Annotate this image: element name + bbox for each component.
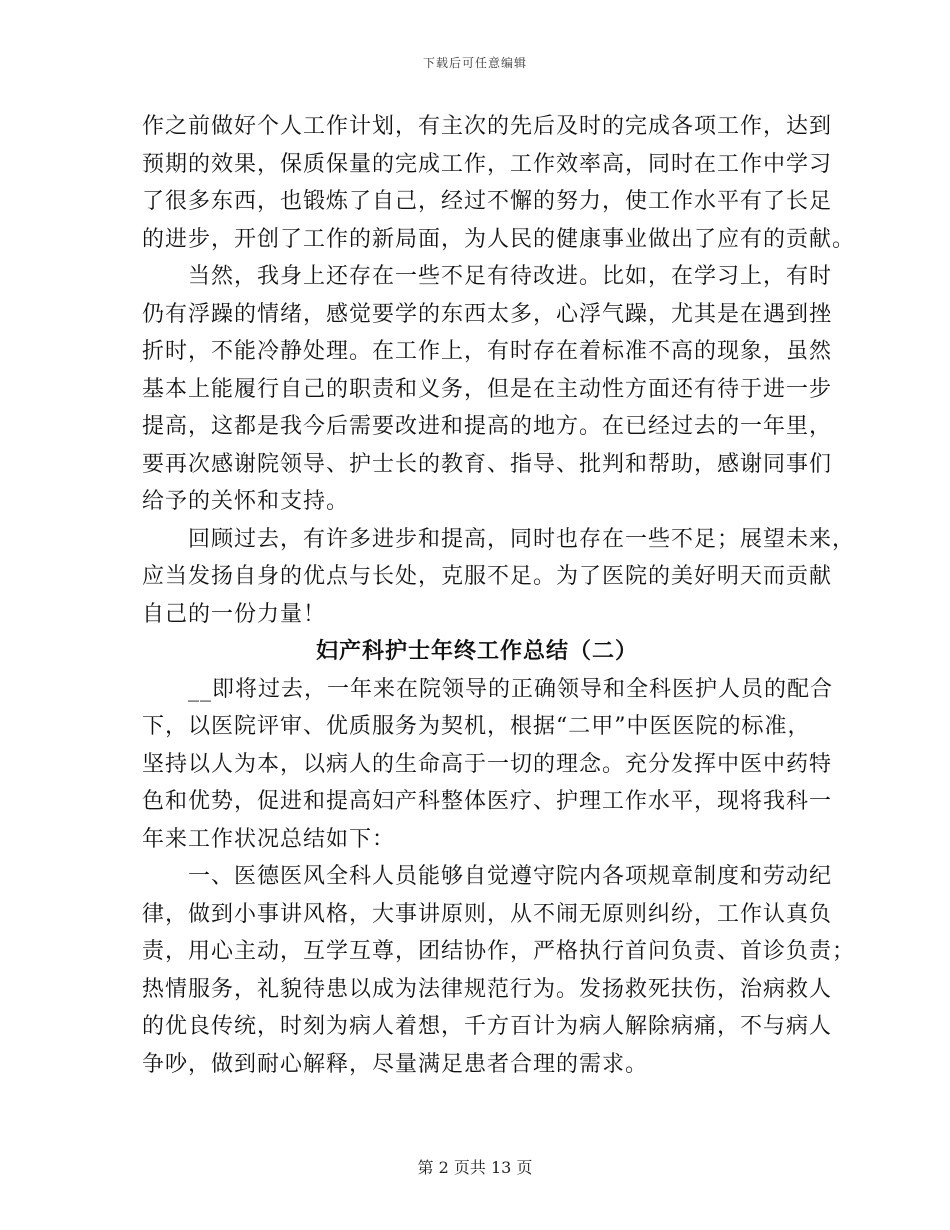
body-line: 折时，不能冷静处理。在工作上，有时存在着标准不高的现象，虽然: [142, 339, 833, 364]
body-line: 基本上能履行自己的职责和义务，但是在主动性方面还有待于进一步: [142, 376, 833, 402]
page-footer: 第 2 页共 13 页: [417, 1158, 533, 1177]
body-line: 色和优势，促进和提高妇产科整体医疗、护理工作水平，现将我科一: [142, 789, 833, 814]
body-line: 自己的一份力量！: [142, 601, 327, 627]
document-body: [142, 108, 856, 1083]
body-line: 了很多东西，也锻炼了自己，经过不懈的努力，使工作水平有了长足: [142, 189, 833, 214]
paragraph-start-line: 回顾过去，有许多进步和提高，同时也存在一些不足；展望未来，: [188, 526, 856, 552]
body-line: 的优良传统，时刻为病人着想，千方百计为病人解除病痛，不与病人: [142, 1014, 833, 1039]
body-line: 给予的关怀和支持。: [142, 489, 350, 514]
body-line: 下，以医院评审、优质服务为契机，根据“二甲”中医医院的标准，: [142, 714, 811, 739]
section-title: 妇产科护士年终工作总结（二）: [315, 638, 638, 664]
body-line: 争吵，做到耐心解释，尽量满足患者合理的需求。: [142, 1051, 649, 1077]
paragraph-start-line: 当然，我身上还存在一些不足有待改进。比如，在学习上，有时: [188, 264, 833, 289]
body-line: 坚持以人为本，以病人的生命高于一切的理念。充分发挥中医中药特: [142, 751, 833, 777]
body-line: 年来工作状况总结如下：: [142, 826, 396, 852]
paragraph-start-line: 一、医德医风全科人员能够自觉遵守院内各项规章制度和劳动纪: [188, 864, 833, 889]
body-line: 作之前做好个人工作计划，有主次的先后及时的完成各项工作，达到: [142, 114, 833, 139]
body-line: 责，用心主动，互学互尊，团结协作，严格执行首问负责、首诊负责；: [142, 939, 856, 964]
body-line: 仍有浮躁的情绪，感觉要学的东西太多，心浮气躁，尤其是在遇到挫: [142, 301, 833, 327]
body-line: 应当发扬自身的优点与长处，克服不足。为了医院的美好明天而贡献: [142, 564, 833, 589]
body-line: 提高，这都是我今后需要改进和提高的地方。在已经过去的一年里，: [142, 414, 833, 439]
body-line: 的进步，开创了工作的新局面，为人民的健康事业做出了应有的贡献。: [142, 226, 856, 252]
page-header: 下载后可任意编辑: [422, 56, 527, 70]
body-line: 律，做到小事讲风格，大事讲原则，从不闹无原则纠纷，工作认真负: [142, 901, 833, 927]
body-line: 预期的效果，保质保量的完成工作，工作效率高，同时在工作中学习: [142, 151, 833, 177]
paragraph-start-line: __即将过去，一年来在院领导的正确领导和全科医护人员的配合: [188, 676, 834, 702]
body-line: 热情服务，礼貌待患以成为法律规范行为。发扬救死扶伤，治病救人: [142, 976, 833, 1002]
body-line: 要再次感谢院领导、护士长的教育、指导、批判和帮助，感谢同事们: [142, 451, 833, 477]
